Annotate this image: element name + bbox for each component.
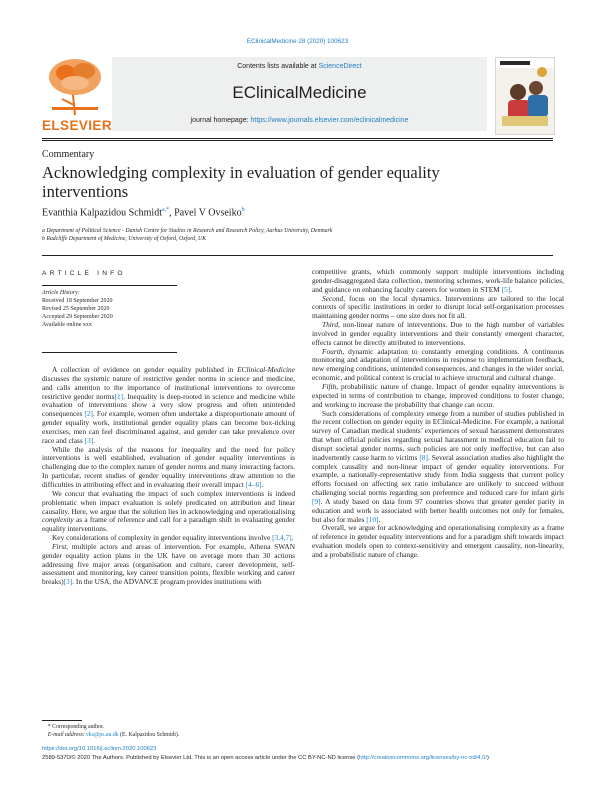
header-rule-thin (42, 140, 553, 141)
header-rule (42, 138, 553, 139)
license-line: 2589-5370/© 2020 The Authors. Published by Elsevier Ltd. This is an open access article under the CC BY-NC-ND license (http://creativecommons.org/licenses/by-nc-nd/4.0/) (42, 755, 489, 761)
divider (42, 255, 553, 256)
footnote-rule (42, 720, 82, 721)
body-paragraph: Fifth, probabilistic nature of change. Impact of gender equality interventions is expected in terms of contribution to change, improved conditions to foster change, and working to increase the probability that change can occur. (312, 381, 564, 409)
body-paragraph: Key considerations of complexity in gender equality interventions involve [3,4,7]. (52, 533, 294, 543)
article-info-heading: ARTICLE INFO (42, 270, 126, 277)
contents-prefix: Contents lists available at (237, 63, 319, 70)
body-column-left (42, 366, 295, 587)
email-link[interactable]: eks@ps.au.dk (86, 732, 119, 738)
author-separator: , (169, 207, 175, 219)
citation-link[interactable]: [2] (84, 409, 93, 419)
journal-cover-image (495, 57, 555, 135)
doi-link[interactable]: https://doi.org/10.1016/j.eclinm.2020.100623 (42, 746, 157, 752)
citation-link[interactable]: [9] (312, 496, 321, 506)
author-name: Pavel V Ovseiko (174, 207, 242, 219)
history-online: Available online xxx (42, 322, 92, 328)
article-type: Commentary (42, 149, 95, 160)
body-paragraph: Overall, we argue for acknowledging and operationalising complexity as a frame of reference in gender equality interventions and for a paradigm shift towards impact evaluation models open to context-sensitivity and emergent causality, non-linearity, and a probabilistic nature of change. (312, 523, 564, 559)
homepage-prefix: journal homepage: (190, 117, 251, 124)
author-name: Evanthia Kalpazidou Schmidt (42, 207, 162, 219)
homepage-link[interactable]: https://www.journals.elsevier.com/eclinicalmedicine (250, 117, 409, 124)
body-paragraph: First, multiple actors and areas of intervention. For example, Athena SWAN gender equality action plans in the UK have on average more than 30 actions addressing five major areas (organisation and culture, career development, self-assessment and monitoring, key career transition points, flexible working and career breaks)[3]. In the USA, the ADVANCE program provides institutions with (42, 541, 295, 587)
body-paragraph: While the analysis of the reasons for inequality and the need for policy interventions is well established, evaluation of gender equality interventions is challenging due to the complex nature of gender norms and many interacting factors. In particular, recent studies of gender equality interventions draw attention to the difficulties in attributing effect and in evaluating their overall impact [4–6]. (42, 444, 295, 489)
citation-link[interactable]: [3,4,7] (272, 533, 292, 543)
publisher-name: ELSEVIER (42, 118, 112, 133)
affiliation: a Department of Political Science - Danish Centre for Studies in Research and Research Policy, Aarhus University, Denmark (42, 228, 333, 234)
citation-link[interactable]: [3] (84, 435, 94, 445)
body-paragraph: A collection of evidence on gender equality published in EClinical-Medicine discusses the systemic nature of restrictive gender norms in science and medicine, and calls attention to the importance of institutional interventions to overcome restrictive gender norms[1]. Inequality is deep-rooted in science and medicine while evaluation of interventions show a very slow progress and often unintended consequences [2]. For example, women often undertake a disproportionate amount of gender equality work, institutional gender equality plans can become box-ticking exercises, men can feel discriminated against, and gender can take prevalence over race and class [3]. (42, 365, 295, 445)
citation-link[interactable]: [8] (419, 452, 428, 462)
body-paragraph: competitive grants, which commonly support multiple interventions including gender-disaggregated data collection, mentoring schemes, work-life balance policies, and guidance on enhancing faculty careers for women in STEM [5]. (312, 267, 564, 294)
divider (42, 352, 177, 353)
article-history (42, 289, 113, 329)
body-column-right (312, 268, 564, 560)
journal-title: EClinicalMedicine (232, 83, 367, 102)
body-paragraph: Third, non-linear nature of interventions. Due to the high number of variables involved in gender equality interventions and their constantly emergent character, effects cannot be directly attributed to interventions. (312, 320, 564, 347)
history-received: Received 18 September 2020 (42, 298, 113, 304)
homepage-line (112, 117, 487, 124)
body-paragraph: We concur that evaluating the impact of such complex interventions is indeed problematic when impact evaluation is solely predicated on attribution and linear causality. Here, we argue that the solution lies in acknowledging and operationalising complexity as a frame of reference and call for a paradigm shift in evaluating gender equality interventions. (42, 488, 295, 534)
sciencedirect-link[interactable]: ScienceDirect (318, 63, 362, 70)
history-revised: Revised 25 September 2020 (42, 306, 110, 312)
affiliation-marker[interactable]: a,* (161, 207, 170, 213)
body-paragraph: Such considerations of complexity emerge from a number of studies published in the recent collection on gender equity in EClinical-Medicine. For example, a national survey of Canadian medical students’ experiences of sexual harassment demonstrates that when official policies regarding sexual harassment in medical education fail to disrupt societal gender norms, such policies are not only ineffective, but can also inadvertently cause harm to victims [8]. Several association studies also highlight the complex causality and non-linear impact of gender equality interventions. For example, a nationally-representative study from India suggests that current policy efforts focused on affecting sex ratio imbalance are unlikely to succeed without challenging social norms regarding son preference and reduced care for infant girls [9]. A study based on data from 97 countries shows that greater gender parity in education and work is associated with better health outcomes not only for females, but also for males [10]. (312, 408, 564, 524)
affiliation: b Radcliffe Department of Medicine, University of Oxford, Oxford, UK (42, 236, 207, 242)
divider (42, 285, 177, 286)
contents-line (112, 63, 487, 70)
citation-link[interactable]: [10] (366, 514, 379, 524)
body-paragraph: Fourth, dynamic adaptation to constantly emerging conditions. A continuous monitoring and adaptation of interventions in response to implementation feedback, new emerging conditions, unintended consequences, and changes in the wider social, economic, and political context is crucial to achieve structural and cultural change. (312, 346, 564, 383)
journal-reference-link[interactable]: EClinicalMedicine 28 (2020) 100623 (246, 38, 349, 45)
citation-link[interactable]: [4–6] (245, 479, 262, 489)
email-note: E-mail address: eks@ps.au.dk (E. Kalpazidou Schmidt). (47, 732, 180, 738)
citation-link[interactable]: [3] (63, 577, 73, 587)
article-title: Acknowledging complexity in evaluation of gender equality interventions (42, 163, 440, 201)
history-accepted: Accepted 29 September 2020 (42, 314, 113, 320)
author-list (42, 207, 245, 218)
citation-link[interactable]: [1] (114, 391, 124, 401)
footnote (42, 723, 179, 739)
citation-link[interactable]: [5] (501, 284, 511, 294)
body-paragraph: Second, focus on the local dynamics. Interventions are tailored to the local contexts of specific institutions in order to disrupt local self-organisation processes maintaining gender norms – one size does not fit all. (312, 293, 564, 321)
license-link[interactable]: http://creativecommons.org/licenses/by-nc-nd/4.0/ (359, 755, 487, 761)
corresponding-author-note: * Corresponding author. (42, 724, 104, 730)
history-label: Article History: (42, 290, 80, 296)
affiliation-marker[interactable]: b (241, 207, 245, 213)
